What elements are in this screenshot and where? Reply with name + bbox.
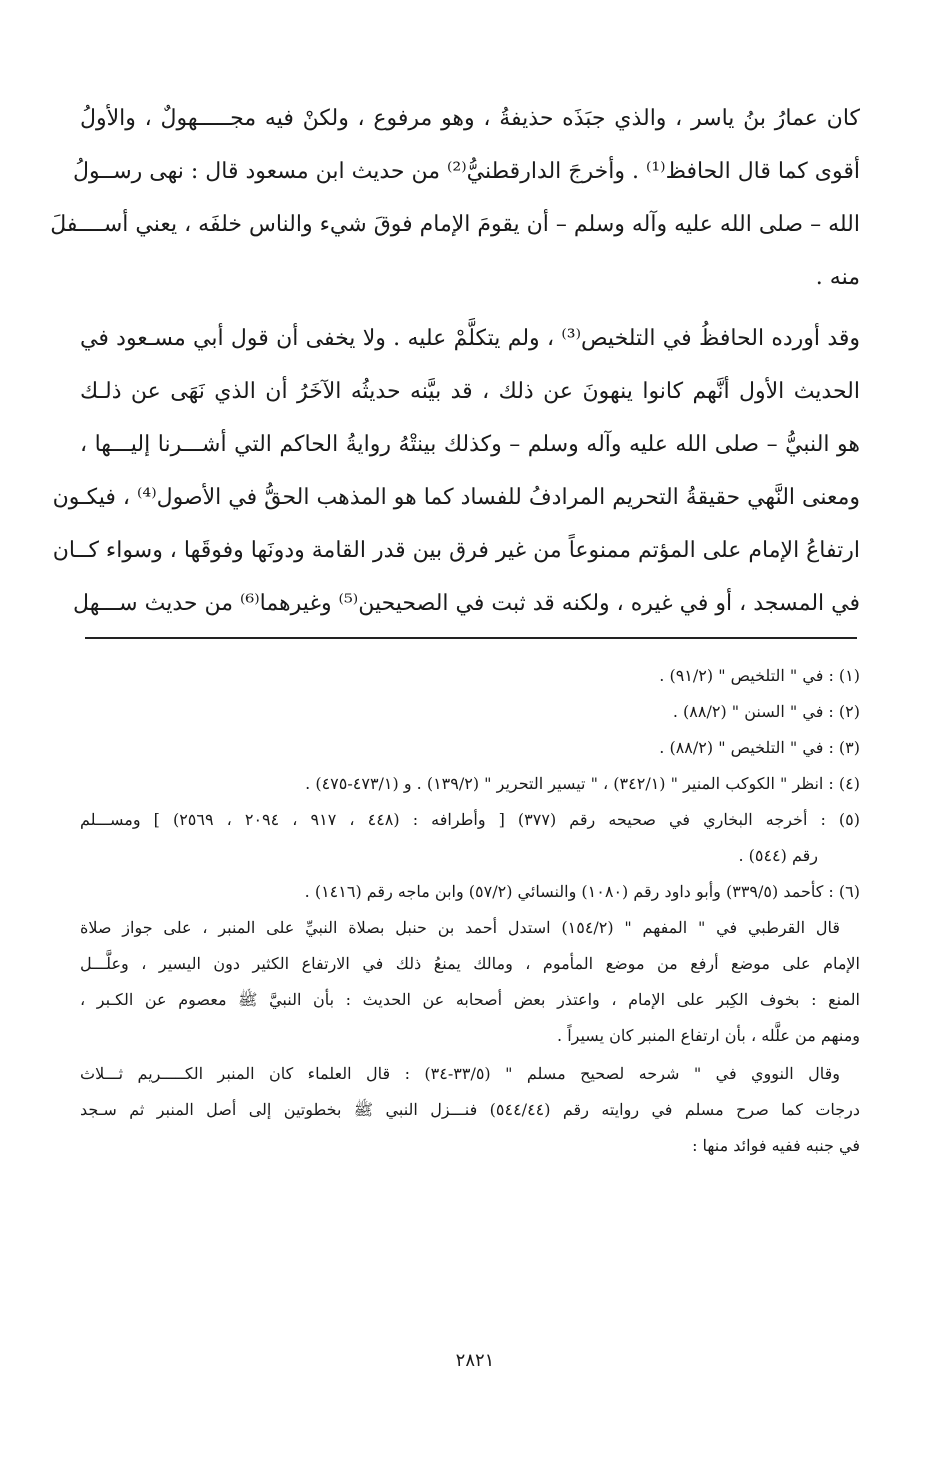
quote-line: ومنهم من علَّله ، بأن ارتفاع المنبر كان يسيراً . <box>557 1026 860 1045</box>
footnote-divider <box>85 637 857 639</box>
page-number: ٢٨٢١ <box>455 1350 495 1371</box>
footnote-4: (٤) : انظر " الكوكب المنير " (٣٤٢/١) ، " تيسير التحرير " (١٣٩/٢) . و (٤٧٣/١-٤٧٥) . <box>305 774 860 793</box>
body-line: في المسجد ، أو في غيره ، ولكنه قد ثبت في الصحيحين⁽⁵⁾ وغيرهما⁽⁶⁾ من حديث ســـهل <box>73 591 860 616</box>
footnote-1: (١) : في " التلخيص " (٩١/٢) . <box>659 666 860 685</box>
body-line: ارتفاعُ الإمام على المؤتم ممنوعاً من غير فرق بين قدر القامة ودونَها وفوقَها ، وسواء كــان <box>52 538 860 563</box>
body-line: وقد أورده الحافظُ في التلخيص⁽³⁾ ، ولم يتكلَّمْ عليه . ولا يخفى أن قول أبي مسـعود في <box>80 326 861 351</box>
quote-line: قال القرطبي في " المفهم " (١٥٤/٢) استدل أحمد بن حنبل بصلاة النبيِّ على المنبر ، على جواز صلاة <box>80 918 841 937</box>
footnotes <box>80 658 860 1164</box>
body-line: الله – صلى الله عليه وآله وسلم – أن يقومَ الإمام فوقَ شيء والناس خلفَه ، يعني أســــفلَ <box>50 212 860 237</box>
body-line: ومعنى النَّهي حقيقةُ التحريم المرادفُ للفساد كما هو المذهب الحقُّ في الأصول⁽⁴⁾ ، فيكـون <box>52 485 860 510</box>
quote-line: المنع : بخوف الكِبر على الإمام ، واعتذر بعض أصحابه عن الحديث : بأن النبيَّ ﷺ معصوم عن الكـبر ، <box>80 990 860 1009</box>
body-line: أقوى كما قال الحافظ⁽¹⁾ . وأخرجَ الدارقطنيُّ⁽²⁾ من حديث ابن مسعود قال : نهى رســولُ <box>72 159 860 184</box>
footnote-2: (٢) : في " السنن " (٨٨/٢) . <box>672 702 860 721</box>
footnote-5-continuation: رقم (٥٤٤) . <box>738 846 818 865</box>
quote-line: درجات كما صرح مسلم في روايته رقم (٥٤٤/٤٤) فنـــزل النبي ﷺ بخطوتين إلى أصل المنبر ثم سـجد <box>80 1100 861 1119</box>
quote-line: الإمام على موضع أرفع من موضع المأموم ، ومالك يمنعُ ذلك في الارتفاع الكثير دون اليسير ، وعلَّـــل <box>80 954 861 973</box>
body-line: هو النبيُّ – صلى الله عليه وآله وسلم – وكذلك بينتْهُ روايةُ الحاكم التي أشـــرنا إليـــها ، <box>80 432 860 457</box>
footnote-3: (٣) : في " التلخيص " (٨٨/٢) . <box>659 738 860 757</box>
footnote-6: (٦) : كأحمد (٣٣٩/٥) وأبو داود رقم (١٠٨٠) والنسائي (٥٧/٢) وابن ماجه رقم (١٤١٦) . <box>304 882 860 901</box>
body-line: منه . <box>815 265 860 290</box>
footnote-5: (٥) : أخرجه البخاري في صحيحه رقم (٣٧٧) [ وأطرافه : (٤٤٨ ، ٩١٧ ، ٢٠٩٤ ، ٢٥٦٩) ] ومســـلم <box>80 810 860 829</box>
body-line: الحديث الأول أنَّهم كانوا ينهونَ عن ذلك ، قد بيَّنه حديثُه الآخَرُ أن الذي نَهَى عن ذلـك <box>80 379 860 404</box>
body-line: كان عمارُ بنُ ياسر ، والذي جبَذَه حذيفةُ ، وهو مرفوع ، ولكنْ فيه مجـــــهولٌ ، والأولُ <box>80 106 860 131</box>
quote-line: وقال النووي في " شرحه لصحيح مسلم " (٣٣/٥-٣٤) : قال العلماء كان المنبر الكـــــريم ثـــلاث <box>80 1064 840 1083</box>
main-text <box>50 92 861 630</box>
quote-line: في جنبه ففيه فوائد منها : <box>692 1136 860 1155</box>
